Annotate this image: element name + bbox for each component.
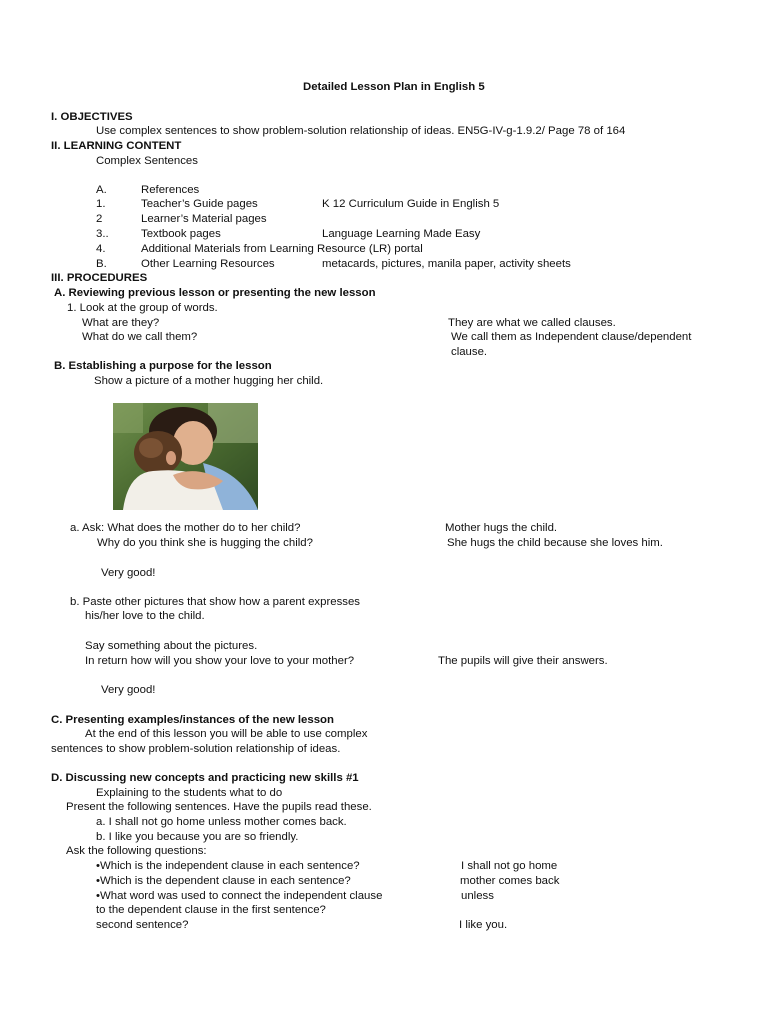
section-a-heading: A. Reviewing previous lesson or presenting the new lesson [54,287,376,299]
section-d-sentence: a. I shall not go home unless mother comes back. [96,816,347,828]
page-title: Detailed Lesson Plan in English 5 [303,81,485,93]
section-d-answer: unless [461,890,494,902]
section-b-heading: B. Establishing a purpose for the lesson [54,360,272,372]
resource-value: metacards, pictures, manila paper, activity sheets [322,258,571,270]
section-a-answer: They are what we called clauses. [448,317,616,329]
section-c-heading: C. Presenting examples/instances of the new lesson [51,714,334,726]
section-d-present: Present the following sentences. Have the pupils read these. [66,801,372,813]
section-d-question-cont: to the dependent clause in the first sentence? [96,904,326,916]
section-b-ask-answer: Mother hugs the child. [445,522,558,534]
resource-label: References [141,184,200,196]
section-b-return-answer: The pupils will give their answers. [438,655,608,667]
section-b-praise: Very good! [101,684,156,696]
resource-num: A. [96,184,107,196]
section-b-return-question: In return how will you show your love to your mother? [85,655,355,667]
section-a-step: 1. Look at the group of words. [67,302,218,314]
section-d-question: second sentence? [96,919,189,931]
objectives-text: Use complex sentences to show problem-solution relationship of ideas. EN5G-IV-g-1.9.2/ Page 78 of 164 [96,125,626,137]
objectives-heading: I. OBJECTIVES [51,111,133,123]
section-b-praise: Very good! [101,567,156,579]
section-b-ask-question: Why do you think she is hugging the child? [97,537,313,549]
procedures-heading: III. PROCEDURES [51,272,148,284]
resource-num: B. [96,258,107,270]
section-d-question: •What word was used to connect the independent clause [96,890,383,902]
resource-num: 4. [96,243,106,255]
resource-value: Language Learning Made Easy [322,228,481,240]
resource-num: 3.. [96,228,109,240]
section-d-question: •Which is the independent clause in each sentence? [96,860,360,872]
section-a-answer-cont: clause. [451,346,488,358]
resource-label: Additional Materials from Learning Resource (LR) portal [141,243,423,255]
resource-label: Teacher’s Guide pages [141,198,258,210]
resource-label: Other Learning Resources [141,258,275,270]
section-c-text-cont: sentences to show problem-solution relationship of ideas. [51,743,341,755]
section-a-question: What are they? [82,317,160,329]
section-d-answer: mother comes back [460,875,560,887]
learning-content-heading: II. LEARNING CONTENT [51,140,182,152]
resource-value: K 12 Curriculum Guide in English 5 [322,198,500,210]
section-d-heading: D. Discussing new concepts and practicing new skills #1 [51,772,359,784]
section-a-answer: We call them as Independent clause/dependent [451,331,692,343]
section-b-paste-cont: his/her love to the child. [85,610,205,622]
section-b-say: Say something about the pictures. [85,640,258,652]
section-b-instruction: Show a picture of a mother hugging her child. [94,375,324,387]
section-b-ask-answer: She hugs the child because she loves him. [447,537,663,549]
resource-label: Textbook pages [141,228,221,240]
resource-num: 2 [96,213,103,225]
section-a-question: What do we call them? [82,331,198,343]
mother-hugging-child-photo [113,403,258,510]
section-d-answer: I shall not go home [461,860,558,872]
resource-num: 1. [96,198,106,210]
learning-content-topic: Complex Sentences [96,155,198,167]
resource-label: Learner’s Material pages [141,213,267,225]
section-b-paste: b. Paste other pictures that show how a parent expresses [70,596,360,608]
section-d-question: •Which is the dependent clause in each sentence? [96,875,351,887]
section-d-explain: Explaining to the students what to do [96,787,283,799]
section-c-text: At the end of this lesson you will be able to use complex [85,728,368,740]
section-d-ask: Ask the following questions: [66,845,207,857]
section-d-sentence: b. I like you because you are so friendly. [96,831,299,843]
section-d-answer: I like you. [459,919,508,931]
section-b-ask-question: a. Ask: What does the mother do to her child? [70,522,301,534]
